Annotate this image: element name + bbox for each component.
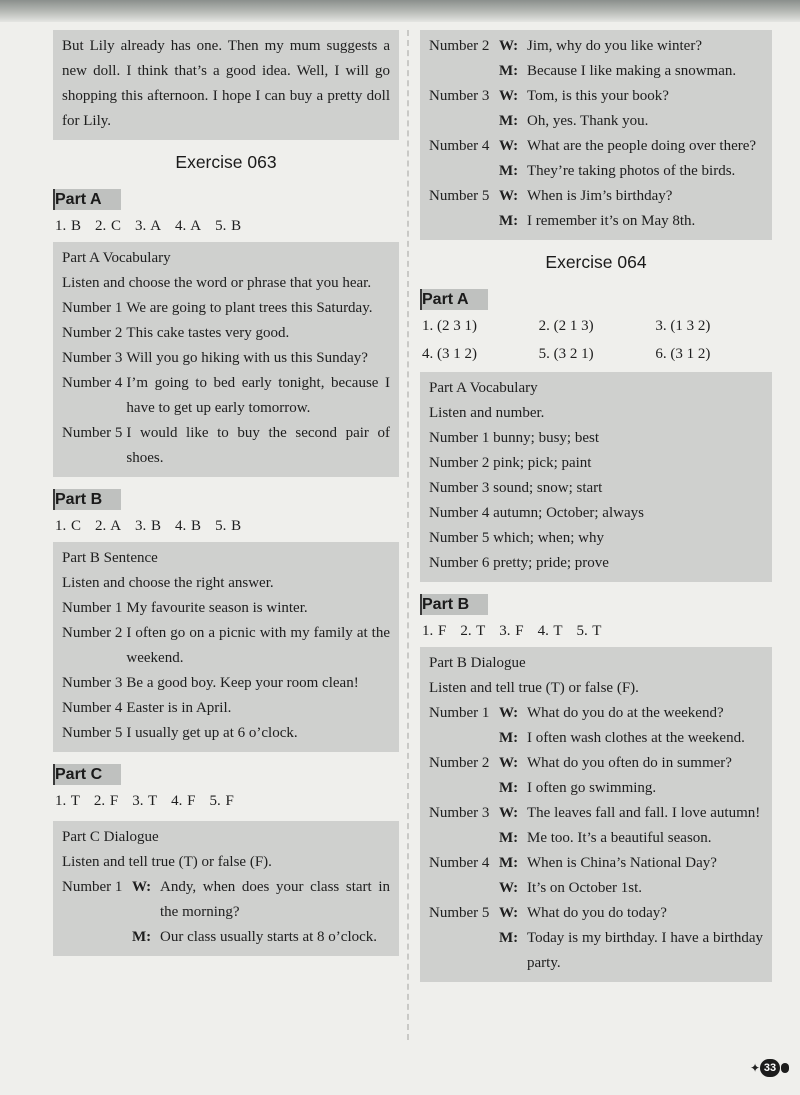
list-item [62, 296, 390, 321]
instruction: Listen and choose the word or phrase that you hear. [62, 275, 372, 291]
item-text: Will you go hiking with us this Sunday? [126, 350, 368, 366]
dialogue-line [429, 726, 763, 751]
part-a-tag: Part A [420, 289, 488, 310]
item-label: Number 5 [62, 725, 123, 741]
dialogue-number [429, 776, 499, 801]
answer: 5. T [576, 623, 602, 639]
speaker: M: [499, 113, 519, 129]
speaker: W: [499, 88, 519, 104]
speaker: M: [499, 780, 519, 796]
answer: 2. T [460, 623, 486, 639]
part-c-answers [55, 791, 399, 811]
answer: 2. (2 1 3) [538, 318, 594, 334]
dialogue-text: Because I like making a snowman. [527, 63, 737, 79]
answer: 3. F [499, 623, 524, 639]
part-b-script [53, 542, 399, 752]
dialogue-line [429, 59, 763, 84]
item-text: I would like to buy the second pair of shoes. [126, 425, 390, 466]
dialogue-line [429, 209, 763, 234]
badge-dot [781, 1063, 789, 1073]
answer: 1. C [55, 518, 82, 534]
right-column [420, 30, 772, 982]
item-text: Easter is in April. [126, 700, 232, 716]
item-label: Number 1 [62, 300, 123, 316]
item-label: Number 4 [62, 375, 123, 391]
list-item: Number 6 pretty; pride; prove [429, 555, 609, 571]
dialogue-line [429, 84, 763, 109]
dialogue-line [429, 751, 763, 776]
speaker: M: [499, 163, 519, 179]
speaker: M: [499, 830, 519, 846]
answer: 2. A [95, 518, 122, 534]
dialogue-line [429, 876, 763, 901]
dialogue-number [429, 59, 499, 84]
speaker: W: [499, 805, 519, 821]
top-edge-band [0, 0, 800, 22]
dialogue-line [429, 34, 763, 59]
dialogue-text: I often go swimming. [527, 780, 657, 796]
answer: 5. (3 2 1) [538, 346, 594, 362]
part-b-answers [422, 621, 772, 641]
speaker: M: [499, 930, 519, 946]
dialogue-text: When is Jim’s birthday? [527, 188, 673, 204]
answer: 3. T [132, 793, 158, 809]
answer: 4. T [537, 623, 563, 639]
speaker: M: [499, 63, 519, 79]
answer: 5. B [215, 218, 242, 234]
dialogue-number [429, 876, 499, 901]
part-c-tag: Part C [53, 764, 121, 785]
dialogue-number: Number 3 [429, 805, 490, 821]
speaker: W: [499, 705, 519, 721]
section-heading: Part B Dialogue [429, 655, 526, 671]
dialogue-line [62, 875, 390, 925]
speaker: W: [499, 905, 519, 921]
item-text: Be a good boy. Keep your room clean! [126, 675, 359, 691]
part-a-tag: Part A [53, 189, 121, 210]
dialogue-number [62, 925, 132, 950]
dialogue-text: Oh, yes. Thank you. [527, 113, 649, 129]
part-b-tag: Part B [420, 594, 488, 615]
list-item: Number 2 pink; pick; paint [429, 455, 592, 471]
answer: 5. B [215, 518, 242, 534]
speaker: W: [499, 755, 519, 771]
page-number: 33 [760, 1059, 780, 1077]
answer: 3. A [135, 218, 162, 234]
intro-passage: But Lily already has one. Then my mum suggests a new doll. I think that’s a good idea. Well, I will go shopping this afternoon. I hope I can buy a pretty doll for Lily. [53, 30, 399, 140]
dialogue-number: Number 3 [429, 88, 490, 104]
part-b-script [420, 647, 772, 982]
speaker: W: [499, 138, 519, 154]
speaker: M: [499, 213, 519, 229]
dialogue-number [429, 726, 499, 751]
dialogue-number [429, 109, 499, 134]
list-item: Number 4 autumn; October; always [429, 505, 644, 521]
dialogue-text: Tom, is this your book? [527, 88, 669, 104]
part-a-answers [55, 216, 399, 236]
dialogue-line [429, 926, 763, 976]
dialogue-text: Today is my birthday. I have a birthday party. [527, 930, 763, 971]
dialogue-line [429, 776, 763, 801]
dialogue-number: Number 4 [429, 855, 490, 871]
speaker: W: [499, 188, 519, 204]
list-item [62, 596, 390, 621]
section-heading: Part A Vocabulary [429, 380, 538, 396]
item-text: I’m going to bed early tonight, because I have to get up early tomorrow. [126, 375, 390, 416]
answer: 5. F [209, 793, 234, 809]
dialogue-number [429, 159, 499, 184]
dialogue-number: Number 1 [62, 879, 123, 895]
dialogue-line [429, 184, 763, 209]
part-c-script [53, 821, 399, 956]
dialogue-line [429, 826, 763, 851]
part-a-script [53, 242, 399, 477]
item-text: I usually get up at 6 o’clock. [126, 725, 298, 741]
dialogue-text: I often wash clothes at the weekend. [527, 730, 745, 746]
speaker: M: [132, 929, 152, 945]
instruction: Listen and tell true (T) or false (F). [62, 854, 272, 870]
speaker: M: [499, 855, 519, 871]
dialogue-number: Number 4 [429, 138, 490, 154]
answer: 1. B [55, 218, 82, 234]
part-b-answers [55, 516, 399, 536]
item-text: I often go on a picnic with my family at the weekend. [126, 625, 390, 666]
dialogue-text: What are the people doing over there? [527, 138, 757, 154]
answer: 1. F [422, 623, 447, 639]
dialogue-text: Our class usually starts at 8 o’clock. [160, 929, 378, 945]
speaker: M: [499, 730, 519, 746]
item-text: We are going to plant trees this Saturday. [126, 300, 373, 316]
left-column [53, 30, 399, 956]
answer: 1. (2 3 1) [422, 318, 477, 334]
dialogue-number: Number 1 [429, 705, 490, 721]
instruction: Listen and number. [429, 405, 545, 421]
item-label: Number 5 [62, 425, 123, 441]
list-item [62, 696, 390, 721]
dialogue-line [429, 801, 763, 826]
speaker: W: [499, 880, 519, 896]
list-item: Number 3 sound; snow; start [429, 480, 603, 496]
exercise-064-title: Exercise 064 [545, 252, 647, 272]
dialogue-line [429, 159, 763, 184]
dialogue-line [429, 109, 763, 134]
list-item [62, 671, 390, 696]
dialogue-text: Me too. It’s a beautiful season. [527, 830, 712, 846]
dialogue-number: Number 2 [429, 38, 490, 54]
answer: 3. B [135, 518, 162, 534]
sparkle-icon: ✦ [750, 1061, 761, 1075]
answer: 4. B [175, 518, 202, 534]
list-item [62, 371, 390, 421]
dialogue-number: Number 5 [429, 905, 490, 921]
speaker: W: [132, 879, 152, 895]
answer: 4. (3 1 2) [422, 346, 477, 362]
dialogue-line [429, 701, 763, 726]
answer: 2. F [93, 793, 119, 809]
speaker: W: [499, 38, 519, 54]
part-a-answers [422, 312, 772, 368]
dialogue-text: When is China’s National Day? [527, 855, 717, 871]
dialogue-text: What do you often do in summer? [527, 755, 732, 771]
dialogue-number: Number 2 [429, 755, 490, 771]
list-item [62, 321, 390, 346]
item-label: Number 3 [62, 675, 123, 691]
section-heading: Part B Sentence [62, 550, 158, 566]
answer: 6. (3 1 2) [655, 346, 711, 362]
dialogue-line [429, 901, 763, 926]
list-item [62, 421, 390, 471]
dialogue-text: They’re taking photos of the birds. [527, 163, 736, 179]
dialogue-line [429, 134, 763, 159]
list-item [62, 721, 390, 746]
dialogue-number [429, 209, 499, 234]
exercise-063-title: Exercise 063 [175, 152, 277, 172]
answer: 2. C [95, 218, 122, 234]
column-divider [407, 30, 409, 1040]
answer: 1. T [55, 793, 80, 809]
answer: 4. F [171, 793, 196, 809]
list-item [62, 621, 390, 671]
dialogue-line [429, 851, 763, 876]
dialogue-text: What do you do today? [527, 905, 667, 921]
dialogue-text: Andy, when does your class start in the morning? [160, 879, 390, 920]
item-text: My favourite season is winter. [126, 600, 308, 616]
part-a-script [420, 372, 772, 582]
dialogue-number: Number 5 [429, 188, 490, 204]
dialogue-number [429, 926, 499, 976]
instruction: Listen and tell true (T) or false (F). [429, 680, 639, 696]
page-number-badge [750, 1057, 790, 1079]
instruction: Listen and choose the right answer. [62, 575, 274, 591]
list-item: Number 1 bunny; busy; best [429, 430, 599, 446]
dialogue-number [429, 826, 499, 851]
section-heading: Part C Dialogue [62, 829, 159, 845]
answer: 4. A [175, 218, 202, 234]
answer: 3. (1 3 2) [655, 318, 711, 334]
list-item: Number 5 which; when; why [429, 530, 604, 546]
dialogue-text: The leaves fall and fall. I love autumn! [527, 805, 761, 821]
item-label: Number 2 [62, 625, 123, 641]
list-item [62, 346, 390, 371]
dialogue-text: It’s on October 1st. [527, 880, 642, 896]
dialogue-continuation [420, 30, 772, 240]
item-label: Number 4 [62, 700, 123, 716]
section-heading: Part A Vocabulary [62, 250, 171, 266]
dialogue-text: I remember it’s on May 8th. [527, 213, 696, 229]
item-label: Number 1 [62, 600, 123, 616]
part-b-tag: Part B [53, 489, 121, 510]
item-text: This cake tastes very good. [126, 325, 290, 341]
item-label: Number 2 [62, 325, 123, 341]
item-label: Number 3 [62, 350, 123, 366]
dialogue-line [62, 925, 390, 950]
dialogue-text: Jim, why do you like winter? [527, 38, 702, 54]
dialogue-text: What do you do at the weekend? [527, 705, 724, 721]
